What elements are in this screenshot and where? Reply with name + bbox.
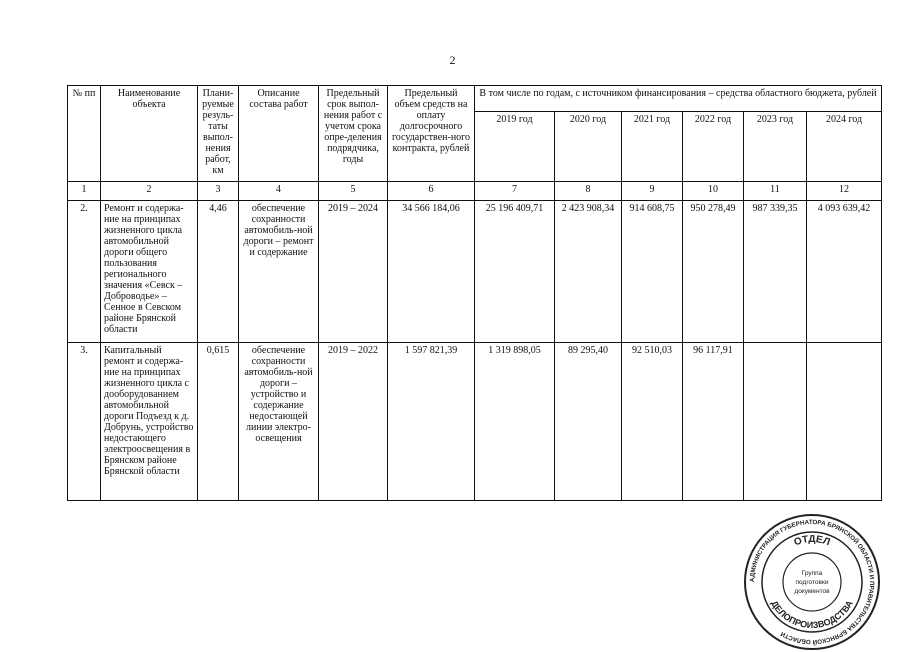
- header-description: Описание состава работ: [239, 86, 319, 182]
- row-name: Ремонт и содержа-ние на принципах жизненного цикла автомобильной дороги общего пользования регионального значения «Севск – Доброводье» – Сенное в Севском районе Брянской области: [101, 201, 198, 343]
- header-num: № пп: [68, 86, 101, 182]
- row-year-value: 25 196 409,71: [475, 201, 555, 343]
- row-year-value: 2 423 908,34: [555, 201, 622, 343]
- header-year: 2021 год: [622, 112, 683, 182]
- column-number: 12: [807, 182, 882, 201]
- header-volume: Предельный объем средств на оплату долгосрочного государствен-ного контракта, рублей: [388, 86, 475, 182]
- objects-table: [67, 85, 882, 501]
- column-number: 7: [475, 182, 555, 201]
- row-planned: 0,615: [198, 343, 239, 501]
- row-year-value: 96 117,91: [683, 343, 744, 501]
- row-year-value: 950 278,49: [683, 201, 744, 343]
- column-number: 6: [388, 182, 475, 201]
- header-year: 2022 год: [683, 112, 744, 182]
- column-number: 3: [198, 182, 239, 201]
- header-year: 2024 год: [807, 112, 882, 182]
- row-volume: 34 566 184,06: [388, 201, 475, 343]
- table-row: [68, 201, 882, 343]
- column-number: 9: [622, 182, 683, 201]
- column-number: 8: [555, 182, 622, 201]
- row-year-value: 92 510,03: [622, 343, 683, 501]
- stamp-center-line: подготовки: [795, 579, 829, 586]
- header-row: [68, 86, 882, 112]
- svg-text:ОТДЕЛ: [793, 534, 832, 548]
- row-planned: 4,46: [198, 201, 239, 343]
- header-planned: Плани-руемые резуль-таты выпол-нения работ, км: [198, 86, 239, 182]
- row-description: обеспечение сохранности автомобиль-ной дороги – ремонт и содержание: [239, 201, 319, 343]
- row-year-value: 914 608,75: [622, 201, 683, 343]
- page-number: 2: [449, 53, 456, 67]
- row-deadline: 2019 – 2022: [319, 343, 388, 501]
- stamp-dept-top: ОТДЕЛ: [792, 533, 832, 549]
- header-by-years: В том числе по годам, с источником финансирования – средства областного бюджета, рублей: [475, 86, 882, 112]
- row-year-value: 1 319 898,05: [475, 343, 555, 501]
- column-number: 10: [683, 182, 744, 201]
- stamp-dept-bottom: ДЕЛОПРОИЗВОДСТВА: [769, 598, 855, 631]
- column-numbers-row: [68, 182, 882, 201]
- column-number: 4: [239, 182, 319, 201]
- official-stamp: [742, 512, 882, 652]
- header-year: 2020 год: [555, 112, 622, 182]
- row-num: 2.: [68, 201, 101, 343]
- table-row: [68, 343, 882, 501]
- row-description: обеспечение сохранности автомобиль-ной дороги – устройство и содержание недостающей линии электро-освещения: [239, 343, 319, 501]
- header-year: 2019 год: [475, 112, 555, 182]
- column-number: 11: [744, 182, 807, 201]
- row-year-value: [744, 343, 807, 501]
- row-num: 3.: [68, 343, 101, 501]
- header-year: 2023 год: [744, 112, 807, 182]
- row-volume: 1 597 821,39: [388, 343, 475, 501]
- row-deadline: 2019 – 2024: [319, 201, 388, 343]
- column-number: 5: [319, 182, 388, 201]
- header-deadline: Предельный срок выпол-нения работ с учетом срока опре-деления подрядчика, годы: [319, 86, 388, 182]
- column-number: 2: [101, 182, 198, 201]
- header-name: Наименование объекта: [101, 86, 198, 182]
- stamp-center-line: документов: [794, 588, 830, 595]
- svg-text:ДЕЛОПРОИЗВОДСТВА: [769, 598, 855, 630]
- column-number: 1: [68, 182, 101, 201]
- stamp-ring-text: АДМИНИСТРАЦИЯ ГУБЕРНАТОРА БРЯНСКОЙ ОБЛАСТИ И ПРАВИТЕЛЬСТВА БРЯНСКОЙ ОБЛАСТИ: [748, 518, 876, 646]
- row-year-value: 4 093 639,42: [807, 201, 882, 343]
- row-year-value: [807, 343, 882, 501]
- stamp-center-line: Группа: [801, 570, 823, 577]
- row-name: Капитальный ремонт и содержа-ние на принципах жизненного цикла с дооборудованием автомобильной дороги Подъезд к д. Добрунь, устройство недостающего электроосвещения в Брянском районе Брянской области: [101, 343, 198, 501]
- row-year-value: 89 295,40: [555, 343, 622, 501]
- row-year-value: 987 339,35: [744, 201, 807, 343]
